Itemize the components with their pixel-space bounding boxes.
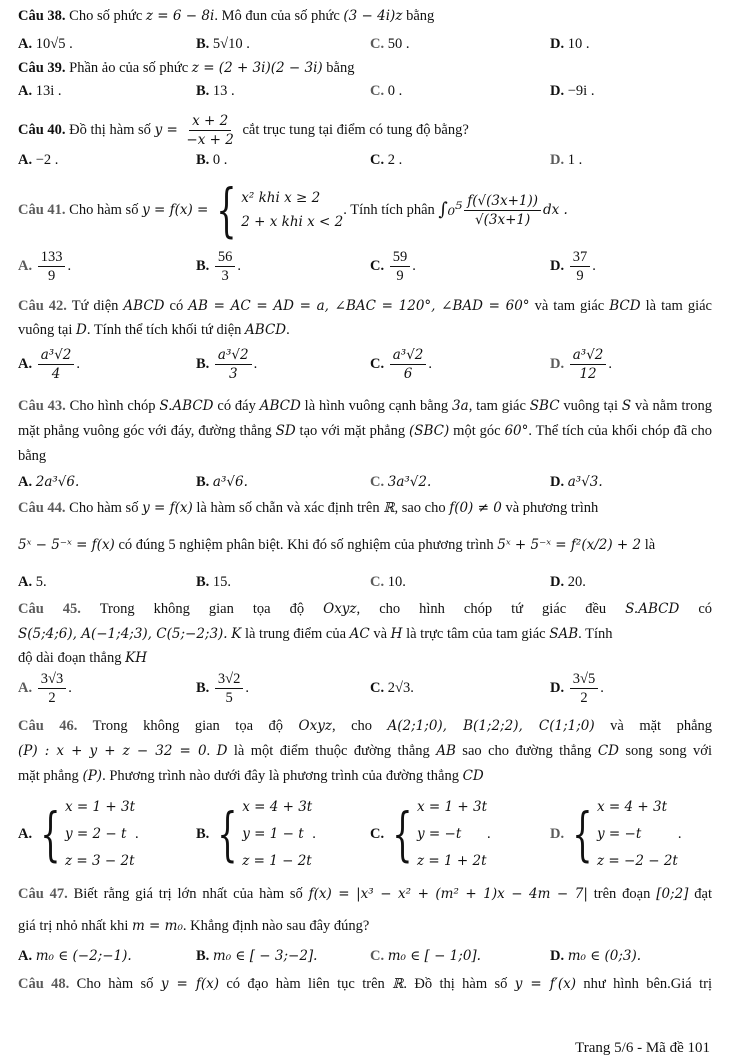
- question-45-line3: độ dài đoạn thẳng KH: [18, 650, 147, 666]
- question-40: Câu 40. Đồ thị hàm số y = $\frac{x + 2}{-x + 2}$ cắt trục tung tại điểm có tung độ bằng?: [18, 113, 469, 149]
- question-43: Câu 43. Cho hình chóp S.ABCD có đáy ABCD là hình vuông cạnh bằng 3a, tam giác SBC vuông tại S và nằm trong mặt phẳng vuông góc với đáy, đường thẳng SD tạo với mặt phẳng (SBC) một góc 60°. Thể tích của khối chóp đã cho bằng: [18, 398, 713, 464]
- question-44-line2: 5ˣ − 5⁻ˣ = f(x) có đúng 5 nghiệm phân biệt. Khi đó số nghiệm của phương trình 5ˣ + 5⁻ˣ = f²(x/2) + 2 là: [18, 537, 656, 553]
- question-46: Câu 46. Trong không gian tọa độ Oxyz, cho A(2;1;0), B(1;2;2), C(1;1;0) và mặt phẳng: [18, 718, 713, 734]
- option-b[interactable]: B. 15.: [196, 574, 232, 590]
- options-42: [18, 346, 718, 386]
- option-a[interactable]: A. 5.: [18, 574, 47, 590]
- option-b[interactable]: B. $\frac{56}{3}$ .: [196, 249, 242, 284]
- question-label: Câu 41.: [18, 202, 66, 218]
- page-footer: Trang 5/6 - Mã đề 101: [575, 1040, 710, 1056]
- question-47-line2: giá trị nhỏ nhất khi m = m₀. Khẳng định nào sau đây đúng?: [18, 918, 370, 934]
- question-text: bằng: [402, 8, 435, 24]
- question-label: Câu 40.: [18, 122, 66, 138]
- option-a[interactable]: A. −2 .: [18, 152, 59, 168]
- question-label: Câu 45.: [18, 601, 81, 617]
- options-39: [18, 83, 718, 103]
- option-d[interactable]: D. −9i .: [550, 83, 595, 99]
- options-44: [18, 574, 718, 594]
- option-c[interactable]: C. 2 .: [370, 152, 403, 168]
- option-d[interactable]: D. $\frac{37}{9}$ .: [550, 249, 596, 284]
- question-label: Câu 47.: [18, 886, 68, 902]
- option-d[interactable]: D. m₀ ∈ (0;3).: [550, 948, 642, 964]
- option-a[interactable]: A. 10√5 .: [18, 36, 73, 52]
- fraction: $\frac{f(√(3x+1))}{√(3x+1)}$: [464, 192, 541, 229]
- question-label: Câu 43.: [18, 398, 66, 414]
- question-label: Câu 48.: [18, 976, 70, 992]
- option-c[interactable]: C. 3a³√2.: [370, 474, 432, 490]
- question-39: Câu 39. Phần ảo của số phức z = (2 + 3i)(2 − 3i) bằng: [18, 60, 355, 76]
- question-text: Cho số phức: [65, 8, 146, 24]
- option-b[interactable]: B. { x = 4 + 3t y = 1 − t z = 1 − 2t .: [196, 798, 316, 869]
- option-a[interactable]: A. $\frac{133}{9}$ .: [18, 249, 72, 284]
- option-c[interactable]: C. $\frac{59}{9}$ .: [370, 249, 416, 284]
- option-a[interactable]: A. 2a³√6.: [18, 474, 80, 490]
- question-label: Câu 39.: [18, 60, 66, 76]
- question-46-line3: mặt phẳng (P). Phương trình nào dưới đây là phương trình của đường thẳng CD: [18, 768, 484, 784]
- question-text: . Mô đun của số phức: [214, 8, 344, 24]
- option-d[interactable]: D. 10 .: [550, 36, 590, 52]
- question-46-line2: (P) : x + y + z − 32 = 0. D là một điểm thuộc đường thẳng AB sao cho đường thẳng CD song song với: [18, 743, 713, 759]
- option-b[interactable]: B. a³√6.: [196, 474, 248, 490]
- question-47: Câu 47. Biết rằng giá trị lớn nhất của hàm số f(x) = |x³ − x² + (m² + 1)x − 4m − 7| trên đoạn [0;2] đạt: [18, 886, 713, 902]
- question-44: Câu 44. Cho hàm số y = f(x) là hàm số chẵn và xác định trên ℝ, sao cho f(0) ≠ 0 và phương trình: [18, 500, 599, 516]
- options-38: [18, 36, 718, 56]
- question-41: Câu 41. Cho hàm số y = f(x) = { x² khi x ≥ 2 2 + x khi x < 2 . Tính tích phân ∫₀⁵ $\frac{f(√(3x+1))}{√(3x+1)}$ dx .: [18, 176, 568, 244]
- options-45: [18, 670, 718, 710]
- option-b[interactable]: B. $\frac{\text{a³√2}}{3}$ .: [196, 347, 258, 382]
- option-c[interactable]: C. 2√3.: [370, 680, 414, 696]
- question-label: Câu 44.: [18, 500, 66, 516]
- option-a[interactable]: A. $\frac{\text{a³√2}}{4}$ .: [18, 347, 81, 382]
- option-b[interactable]: B. 5√10 .: [196, 36, 250, 52]
- option-c[interactable]: C. { x = 1 + 3t y = −t z = 1 + 2t .: [370, 798, 491, 869]
- option-c[interactable]: C. 0 .: [370, 83, 403, 99]
- math: z = 6 − 8i: [145, 8, 215, 24]
- option-c[interactable]: C. 10.: [370, 574, 406, 590]
- question-45-line2: S(5;4;6), A(−1;4;3), C(5;−2;3). K là trung điểm của AC và H là trực tâm của tam giác SAB. Tính: [18, 626, 613, 642]
- option-c[interactable]: C. $\frac{\text{a³√2}}{6}$ .: [370, 347, 433, 382]
- options-46: [18, 794, 718, 874]
- option-c[interactable]: C. 50 .: [370, 36, 410, 52]
- option-b[interactable]: B. $\frac{3√2}{5}$ .: [196, 671, 250, 706]
- option-a[interactable]: A. m₀ ∈ (−2;−1).: [18, 948, 132, 964]
- piecewise-function: { x² khi x ≥ 2 2 + x khi x < 2: [216, 176, 344, 244]
- options-41: [18, 248, 718, 288]
- options-43: [18, 474, 718, 494]
- question-48: Câu 48. Cho hàm số y = f(x) có đạo hàm liên tục trên ℝ. Đồ thị hàm số y = f′(x) như hình bên.Giá trị: [18, 976, 713, 992]
- question-45: Câu 45. Trong không gian tọa độ Oxyz, cho hình chóp tứ giác đều S.ABCD có: [18, 601, 712, 617]
- option-c[interactable]: C. m₀ ∈ [ − 1;0].: [370, 948, 481, 964]
- question-label: Câu 38.: [18, 8, 66, 24]
- option-d[interactable]: D. $\frac{3√5}{2}$ .: [550, 671, 604, 706]
- option-d[interactable]: D. $\frac{\text{a³√2}}{12}$ .: [550, 347, 613, 382]
- option-d[interactable]: D. { x = 4 + 3t y = −t z = −2 − 2t .: [550, 798, 682, 869]
- question-label: Câu 46.: [18, 718, 78, 734]
- option-d[interactable]: D. a³√3.: [550, 474, 603, 490]
- question-42: Câu 42. Tứ diện ABCD có AB = AC = AD = a, ∠BAC = 120°, ∠BAD = 60° và tam giác BCD là tam giác vuông tại D. Tính thể tích khối tứ diện ABCD.: [18, 298, 712, 338]
- question-label: Câu 42.: [18, 298, 67, 314]
- option-d[interactable]: D. 1 .: [550, 152, 583, 168]
- option-a[interactable]: A. $\frac{3√3}{2}$ .: [18, 671, 72, 706]
- question-38: [18, 6, 712, 26]
- option-a[interactable]: A. { x = 1 + 3t y = 2 − t z = 3 − 2t .: [18, 798, 139, 869]
- fraction: $\frac{x + 2}{-x + 2}$: [186, 113, 234, 149]
- option-b[interactable]: B. m₀ ∈ [ − 3;−2].: [196, 948, 318, 964]
- option-a[interactable]: A. 13i .: [18, 83, 62, 99]
- options-47: [18, 948, 718, 968]
- option-b[interactable]: B. 0 .: [196, 152, 228, 168]
- option-d[interactable]: D. 20.: [550, 574, 586, 590]
- options-40: [18, 152, 718, 172]
- math: (3 − 4i)z: [343, 8, 403, 24]
- option-b[interactable]: B. 13 .: [196, 83, 235, 99]
